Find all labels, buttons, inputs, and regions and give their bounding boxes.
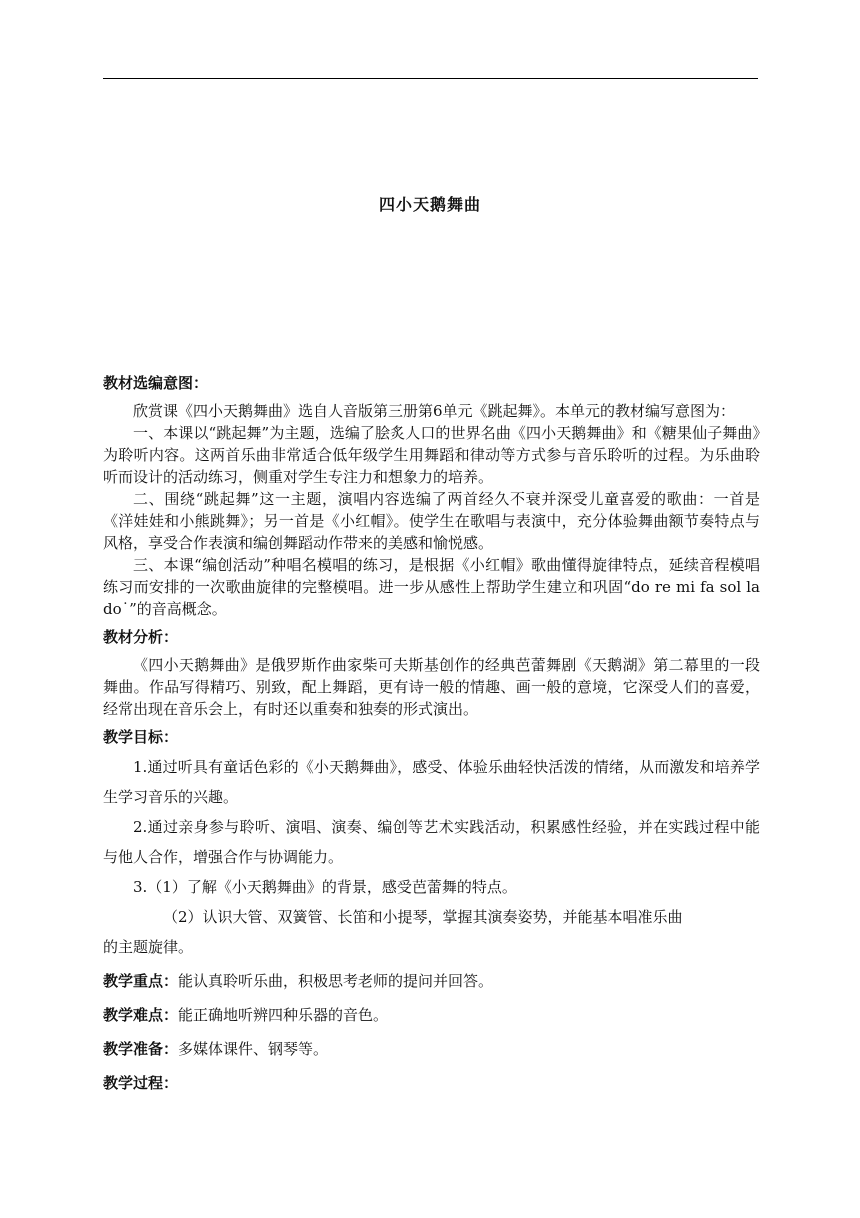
preparation-label: 教学准备：: [103, 1040, 179, 1058]
intent-paragraph-4: 三、本课“编创活动”种唱名模唱的练习，是根据《小红帽》歌曲懂得旋律特点，延续音程模唱练习而安排的一次歌曲旋律的完整模唱。进一步从感性上帮助学生建立和巩固“do re mi fa sol la do˙”的音高概念。: [103, 556, 760, 618]
analysis-paragraph: 《四小天鹅舞曲》是俄罗斯作曲家柴可夫斯基创作的经典芭蕾舞剧《天鹅湖》第二幕里的一段舞曲。作品写得精巧、别致，配上舞蹈，更有诗一般的情趣、画一般的意境，它深受人们的喜爱，经常出现在音乐会上，有时还以重奏和独奏的形式演出。: [103, 656, 760, 718]
intent-paragraph-3: 二、围绕“跳起舞”这一主题，演唱内容选编了两首经久不衰并深受儿童喜爱的歌曲：一首是《洋娃娃和小熊跳舞》；另一首是《小红帽》。使学生在歌唱与表演中，充分体验舞曲额节奏特点与风格，享受合作表演和编创舞蹈动作带来的美感和愉悦感。: [103, 490, 760, 552]
document-body: [103, 372, 760, 1098]
key-point-label: 教学重点：: [103, 972, 179, 990]
analysis-heading: 教材分析：: [103, 628, 179, 646]
goal-3a: 3.（1）了解《小天鹅舞曲》的背景，感受芭蕾舞的特点。: [133, 878, 517, 896]
goal-3b-line-2: 的主题旋律。: [103, 938, 194, 956]
document-title: 四小天鹅舞曲: [378, 195, 481, 214]
intent-paragraph-1: 欣赏课《四小天鹅舞曲》选自人音版第三册第6单元《跳起舞》。本单元的教材编写意图为：: [133, 402, 736, 420]
intent-paragraph-2: 一、本课以“跳起舞”为主题，选编了脍炙人口的世界名曲《四小天鹅舞曲》和《糖果仙子舞曲》为聆听内容。这两首乐曲非常适合低年级学生用舞蹈和律动等方式参与音乐聆听的过程。为乐曲聆听而设计的活动练习，侧重对学生专注力和想象力的培养。: [103, 424, 760, 486]
difficulty-label: 教学难点：: [103, 1006, 179, 1024]
difficulty-row: [103, 1000, 760, 1030]
header-rule: [103, 78, 758, 79]
goal-1: 1.通过听具有童话色彩的《小天鹅舞曲》，感受、体验乐曲轻快活泼的情绪，从而激发和培养学生学习音乐的兴趣。: [103, 758, 760, 806]
goal-2: 2.通过亲身参与聆听、演唱、演奏、编创等艺术实践活动，积累感性经验，并在实践过程中能与他人合作，增强合作与协调能力。: [103, 818, 760, 866]
difficulty-text: 能正确地听辨四种乐器的音色。: [178, 1006, 389, 1024]
key-point-text: 能认真聆听乐曲，积极思考老师的提问并回答。: [178, 972, 494, 990]
goals-heading: 教学目标：: [103, 728, 179, 746]
goal-3b-line-1: （2）认识大管、双簧管、长笛和小提琴，掌握其演奏姿势，并能基本唱准乐曲: [163, 908, 683, 926]
process-heading: 教学过程：: [103, 1074, 179, 1092]
preparation-row: [103, 1034, 760, 1064]
intent-heading: 教材选编意图：: [103, 374, 209, 392]
key-point-row: [103, 966, 760, 996]
preparation-text: 多媒体课件、钢琴等。: [178, 1040, 329, 1058]
